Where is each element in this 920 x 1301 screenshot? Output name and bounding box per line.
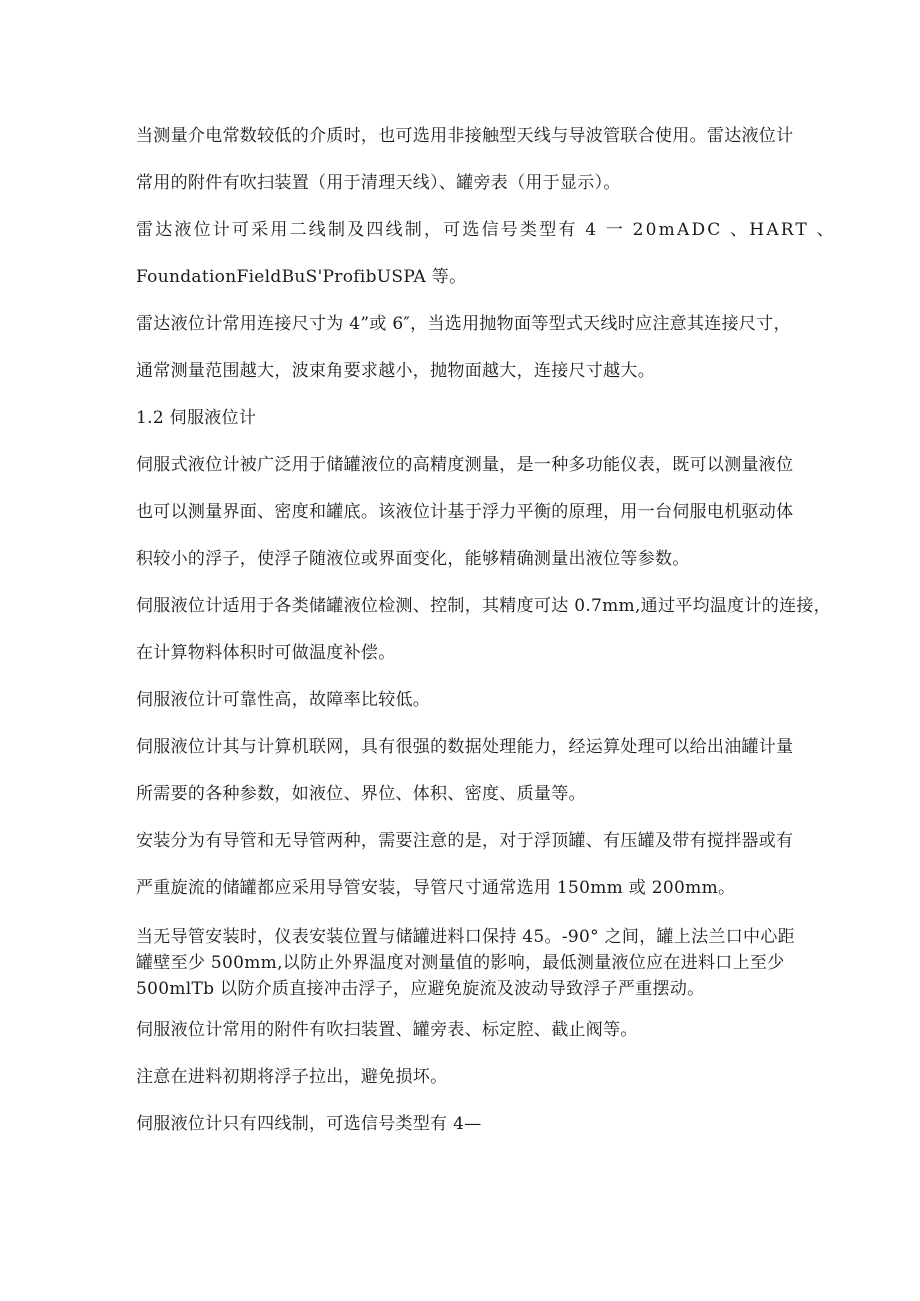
paragraph-line: 雷达液位计常用连接尺寸为 4”或 6″，当选用抛物面等型式天线时应注意其连接尺寸，: [136, 314, 791, 334]
paragraph-line: 安装分为有导管和无导管两种，需要注意的是，对于浮顶罐、有压罐及带有搅拌器或有: [136, 831, 794, 851]
section-heading: 1.2 伺服液位计: [136, 408, 257, 428]
paragraph-line: 伺服液位计常用的附件有吹扫装置、罐旁表、标定腔、截止阀等。: [136, 1020, 638, 1040]
paragraph-line: 伺服液位计可靠性高，故障率比较低。: [136, 690, 431, 710]
paragraph-line: 当无导管安装时，仪表安装位置与储罐进料口保持 45。-90° 之间，罐上法兰口中心距: [136, 927, 795, 947]
paragraph-line: 严重旋流的储罐都应采用导管安装，导管尺寸通常选用 150mm 或 200mm。: [136, 878, 736, 898]
paragraph-line: 当测量介电常数较低的介质时，也可选用非接触型天线与导波管联合使用。雷达液位计: [136, 126, 794, 146]
paragraph-line: 500mlTb 以防介质直接冲击浮子，应避免旋流及波动导致浮子严重摆动。: [136, 979, 705, 999]
paragraph-line: 伺服液位计只有四线制，可选信号类型有 4—: [136, 1114, 482, 1134]
paragraph-line: 在计算物料体积时可做温度补偿。: [136, 643, 396, 663]
paragraph-line: 罐壁至少 500mm,以防止外界温度对测量值的影响，最低测量液位应在进料口上至少: [136, 953, 785, 973]
paragraph-line: 伺服液位计适用于各类储罐液位检测、控制，其精度可达 0.7mm,通过平均温度计的连接，: [136, 596, 831, 616]
paragraph-line: 注意在进料初期将浮子拉出，避免损坏。: [136, 1067, 448, 1087]
paragraph-line: 也可以测量界面、密度和罐底。该液位计基于浮力平衡的原理，用一台伺服电机驱动体: [136, 502, 794, 522]
paragraph-line: 通常测量范围越大，波束角要求越小，抛物面越大，连接尺寸越大。: [136, 361, 655, 381]
paragraph-line: 伺服液位计其与计算机联网，具有很强的数据处理能力，经运算处理可以给出油罐计量: [136, 737, 794, 757]
paragraph-line: 常用的附件有吹扫装置（用于清理天线）、罐旁表（用于显示）。: [136, 173, 621, 193]
paragraph-line: 积较小的浮子，使浮子随液位或界面变化，能够精确测量出液位等参数。: [136, 549, 690, 569]
paragraph-line: 雷达液位计可采用二线制及四线制，可选信号类型有 4 一 20mADC 、HART 、: [136, 220, 836, 240]
paragraph-line: 所需要的各种参数，如液位、界位、体积、密度、质量等。: [136, 784, 586, 804]
paragraph-line: FoundationFieldBuS'ProfibUSPA 等。: [136, 267, 467, 287]
paragraph-line: 伺服式液位计被广泛用于储罐液位的高精度测量，是一种多功能仪表，既可以测量液位: [136, 455, 794, 475]
